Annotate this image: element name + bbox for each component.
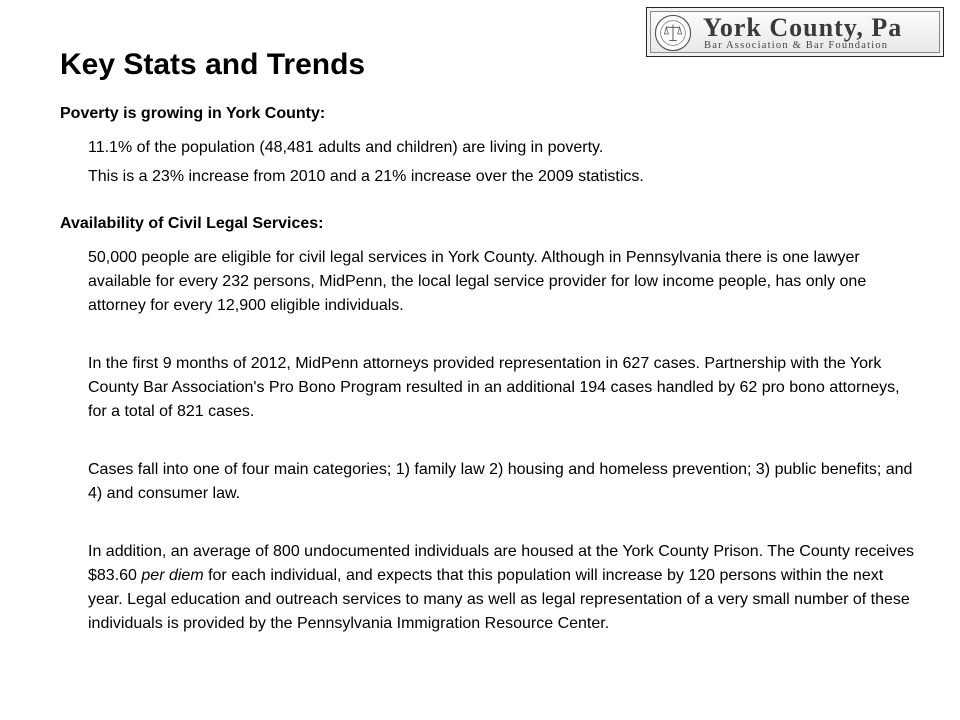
- services-paragraph-immigration: [88, 540, 920, 636]
- services-paragraph-cases: In the first 9 months of 2012, MidPenn attorneys provided representation in 627 cases. Partnership with the York County Bar Association's Pro Bono Program resulted in an additional 194 cases handled by 62 pro bono attorneys, for a total of 821 cases.: [88, 355, 900, 420]
- poverty-line-2: This is a 23% increase from 2010 and a 21% increase over the 2009 statistics.: [88, 168, 644, 185]
- logo-organization-subtitle: Bar Association & Bar Foundation: [704, 40, 889, 51]
- immigration-text-start: In addition, an average of 800 undocumented individuals are housed at the York County Prison. The County receives $83.60: [88, 543, 915, 584]
- slide-title: Key Stats and Trends: [60, 48, 366, 81]
- immigration-text-end: for each individual, and expects that this population will increase by 120 persons within the next year. Legal education and outreach services to many as well as legal representation of a very small number of these individuals is provided by the Pennsylvania Immigration Resource Center.: [88, 567, 910, 632]
- services-heading: Availability of Civil Legal Services:: [60, 215, 324, 232]
- bar-association-seal-icon: [654, 14, 692, 52]
- services-paragraph-categories: Cases fall into one of four main categories; 1) family law 2) housing and homeless prevention; 3) public benefits; and 4) and consumer law.: [88, 461, 913, 502]
- poverty-heading: Poverty is growing in York County:: [60, 105, 326, 122]
- slide-body: [60, 102, 920, 646]
- york-county-bar-logo: [646, 7, 944, 57]
- services-paragraph-eligibility: 50,000 people are eligible for civil legal services in York County. Although in Pennsylvania there is one lawyer available for every 232 persons, MidPenn, the local legal service provider for low income people, has only one attorney for every 12,900 eligible individuals.: [88, 249, 867, 314]
- per-diem-italic: per diem: [141, 567, 204, 584]
- poverty-line-1: 11.1% of the population (48,481 adults and children) are living in poverty.: [88, 139, 604, 156]
- logo-organization-name: York County, Pa: [703, 13, 903, 42]
